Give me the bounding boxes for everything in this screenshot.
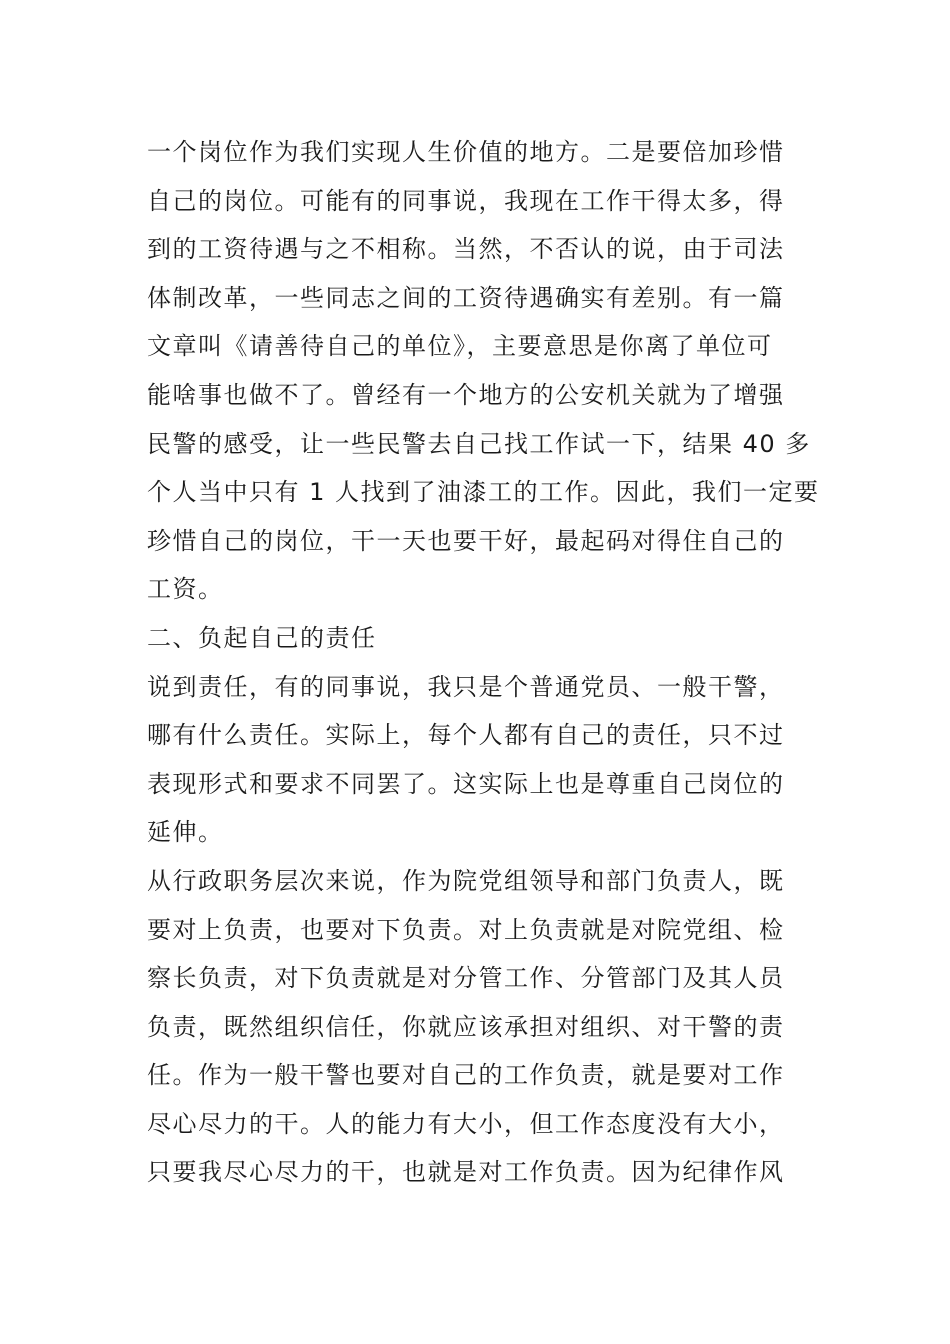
text-line: 要对上负责，也要对下负责。对上负责就是对院党组、检: [147, 915, 785, 944]
text-line: 只要我尽心尽力的干，也就是对工作负责。因为纪律作风: [147, 1158, 785, 1187]
body-text: [147, 128, 820, 1197]
text-line: 表现形式和要求不同罢了。这实际上也是尊重自己岗位的: [147, 769, 785, 798]
text-line: 说到责任，有的同事说，我只是个普通党员、一般干警，: [147, 672, 785, 701]
text-line: 延伸。: [147, 818, 224, 847]
text-line: 从行政职务层次来说，作为院党组领导和部门负责人，既: [147, 866, 785, 895]
text-line: 到的工资待遇与之不相称。当然，不否认的说，由于司法: [147, 235, 785, 264]
text-line: 察长负责，对下负责就是对分管工作、分管部门及其人员: [147, 964, 785, 993]
text-line: 民警的感受，让一些民警去自己找工作试一下，结果 40 多: [147, 429, 811, 458]
text-line: 尽心尽力的干。人的能力有大小，但工作态度没有大小，: [147, 1109, 785, 1138]
text-line: 能啥事也做不了。曾经有一个地方的公安机关就为了增强: [147, 380, 785, 409]
text-line: 个人当中只有 1 人找到了油漆工的工作。因此，我们一定要: [147, 478, 820, 507]
text-line: 珍惜自己的岗位，干一天也要干好，最起码对得住自己的: [147, 526, 785, 555]
text-line: 负责，既然组织信任，你就应该承担对组织、对干警的责: [147, 1012, 785, 1041]
section-heading: 二、负起自己的责任: [147, 623, 377, 652]
text-line: 体制改革，一些同志之间的工资待遇确实有差别。有一篇: [147, 283, 785, 312]
text-line: 工资。: [147, 575, 224, 604]
text-line: 文章叫《请善待自己的单位》，主要意思是你离了单位可: [147, 332, 773, 361]
text-line: 一个岗位作为我们实现人生价值的地方。二是要倍加珍惜: [147, 138, 785, 166]
text-line: 任。作为一般干警也要对自己的工作负责，就是要对工作: [147, 1061, 785, 1090]
text-line: 哪有什么责任。实际上，每个人都有自己的责任，只不过: [147, 721, 785, 750]
text-line: 自己的岗位。可能有的同事说，我现在工作干得太多，得: [147, 186, 785, 215]
